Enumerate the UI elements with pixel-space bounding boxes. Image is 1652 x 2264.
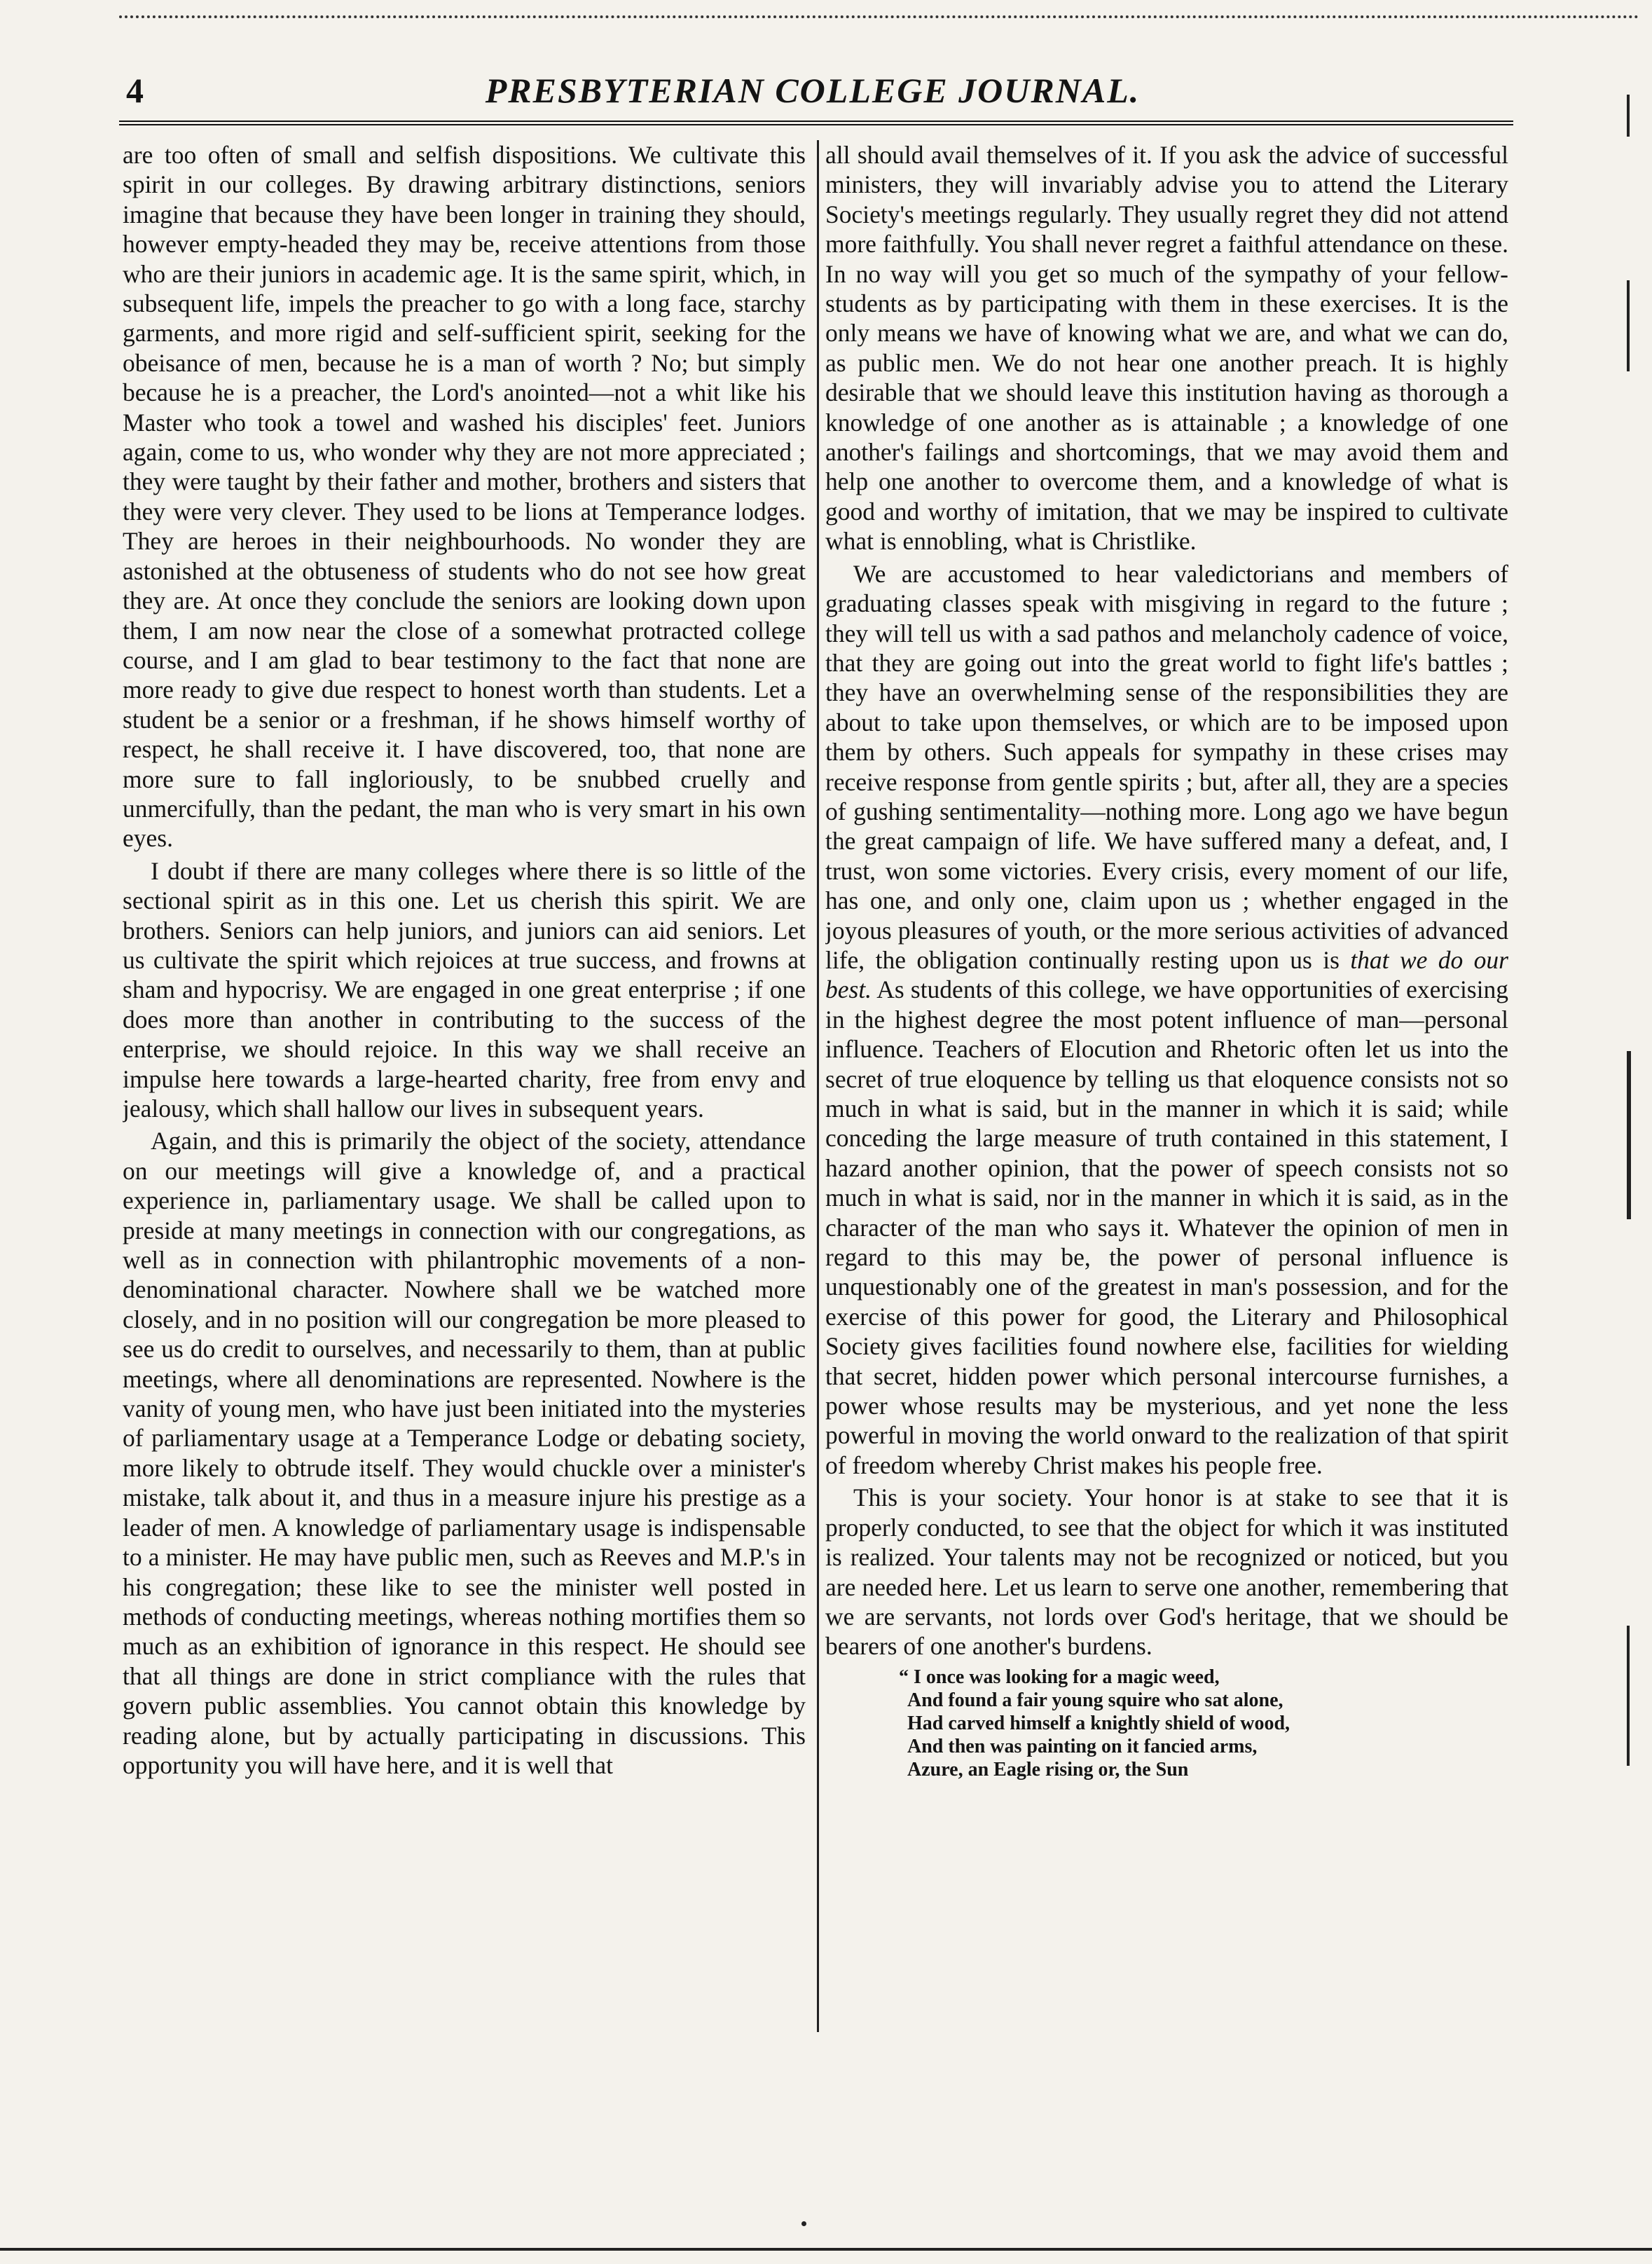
scan-edge-mark <box>1627 1626 1630 1766</box>
header-rule <box>119 121 1513 125</box>
poem-line: And then was painting on it fancied arms, <box>907 1735 1258 1757</box>
page-dot <box>801 2221 806 2226</box>
page-number: 4 <box>126 71 144 110</box>
journal-title: PRESBYTERIAN COLLEGE JOURNAL. <box>485 71 1141 110</box>
page-top-rule <box>119 15 1639 18</box>
poem-line: Azure, an Eagle rising or, the Sun <box>907 1758 1189 1781</box>
left-column <box>123 140 806 2053</box>
right-paragraph-3: This is your society. Your honor is at stake to see that it is properly conducted, to see that the object for which it was instituted is realized. Your talents may not be recognized or noticed, but you are needed here. Let us learn to serve one another, remembering that we are servants, not lords over God's heritage, that we should be bearers of one another's burdens. <box>825 1483 1508 1661</box>
scan-edge-mark <box>1627 1051 1631 1219</box>
poem-line: Had carved himself a knightly shield of wood, <box>907 1712 1290 1734</box>
poem-line: “ I once was looking for a magic weed, <box>899 1666 1220 1688</box>
left-paragraph-1: are too often of small and selfish dispositions. We cultivate this spirit in our colleges. By drawing arbitrary distinctions, seniors imagine that because they have been longer in training they should, however empty-headed they may be, receive attentions from those who are their juniors in academic age. It is the same spirit, which, in subsequent life, impels the preacher to go with a long face, starchy garments, and more rigid and self-sufficient spirit, seeking for the obeisance of men, because he is a man of worth ? No; but simply because he is a preacher, the Lord's anointed—not a whit like his Master who took a towel and washed his disciples' feet. Juniors again, come to us, who wonder why they are not more appreciated ; they were taught by their father and mother, brothers and sisters that they were very clever. They used to be lions at Temperance lodges. They are heroes in their neighbourhoods. No wonder they are astonished at the obtuseness of students who do not see how great they are. At once they conclude the seniors are looking down upon them, I am now near the close of a somewhat protracted college course, and I am glad to bear testimony to the fact that none are more ready to give due respect to honest worth than students. Let a student be a senior or a freshman, if he shows himself worthy of respect, he shall receive it. I have discovered, too, that none are more sure to fall ingloriously, to be snubbed cruelly and unmercifully, than the pedant, the man who is very smart in his own eyes. <box>123 141 806 853</box>
page-header <box>126 70 1499 119</box>
left-paragraph-2: I doubt if there are many colleges where there is so little of the sectional spirit as in this one. Let us cherish this spirit. We are brothers. Seniors can help juniors, and juniors can aid seniors. Let us cultivate the spirit which rejoices at true success, and frowns at sham and hypocrisy. We are engaged in one great enterprise ; if one does more than another in contributing to the success of the enterprise, we should rejoice. In this way we shall receive an impulse here towards a large-hearted charity, free from envy and jealousy, which shall hallow our lives in subsequent years. <box>123 856 806 1123</box>
scan-edge-mark <box>1627 280 1630 371</box>
scan-edge-mark <box>1627 95 1630 137</box>
right-paragraph-2-text-a: We are accustomed to hear valedictorians and members of graduating classes speak with misgiving in regard to the future ; they will tell us with a sad pathos and melancholy cadence of voice, that they are going out into the great world to fight life's battles ; they have an overwhelming sense of the responsibilities they are about to take upon themselves, or which are to be imposed upon them by others. Such appeals for sympathy in these crises may receive response from gentle spirits ; but, after all, they are a species of gushing sentimentality—nothing more. Long ago we have begun the great campaign of life. We have suffered many a defeat, and, I trust, won some victories. Every crisis, every moment of our life, has one, and only one, claim upon us ; whether engaged in the joyous pleasures of youth, or the more serious activities of advanced life, the obligation continually resting upon us is <box>825 559 1508 974</box>
poem-quote <box>899 1666 1508 1781</box>
column-divider <box>817 140 819 2032</box>
right-paragraph-2 <box>825 559 1508 1481</box>
right-column <box>825 140 1508 2053</box>
page-bottom-rule <box>0 2248 1652 2251</box>
poem-line: And found a fair young squire who sat alone, <box>907 1689 1283 1711</box>
right-paragraph-1: all should avail themselves of it. If you ask the advice of successful ministers, they will invariably advise you to attend the Literary Society's meetings regularly. They usually regret they did not attend more faithfully. You shall never regret a faithful attendance on these. In no way will you get so much of the sympathy of your fellow-students as by participating with them in these exercises. It is the only means we have of knowing what we are, and what we can do, as public men. We do not hear one another preach. It is highly desirable that we should leave this institution having as thorough a knowledge of one another as is attainable ; a knowledge of one another's failings and shortcomings, that we may avoid them and help one another to overcome them, and a knowledge of what is good and worthy of imitation, that we may be inspired to cultivate what is ennobling, what is Christlike. <box>825 141 1508 556</box>
right-paragraph-2-text-b: As students of this college, we have opportunities of exercising in the highest degree the most potent influence of man—personal influence. Teachers of Elocution and Rhetoric often let us into the secret of true eloquence by telling us that eloquence consists not so much in what is said, but in the manner in which it is said; while conceding the large measure of truth contained in this statement, I hazard another opinion, that the power of speech consists not so much in what is said, nor in the manner in which it is said, as in the character of the man who says it. Whatever the opinion of men in regard to this may be, the power of personal influence is unquestionably one of the greatest in man's possession, and for the exercise of this power for good, the Literary and Philosophical Society gives facilities found nowhere else, facilities for wielding that secret, hidden power which personal intercourse furnishes, a power whose results may be mysterious, and yet none the less powerful in moving the world onward to the realization of that spirit of freedom whereby Christ makes his people free. <box>825 975 1508 1479</box>
emphasis-phrase: that we do our best. <box>825 945 1508 1004</box>
left-paragraph-3: Again, and this is primarily the object of the society, attendance on our meetings will give a knowledge of, and a practical experience in, parliamentary usage. We shall be called upon to preside at many meetings in connection with our congregations, as well as in connection with philantrophic movements of a non-denominational character. Nowhere shall we be watched more closely, and in no position will our congregation be more pleased to see us do credit to ourselves, and necessarily to them, than at public meetings, where all denominations are represented. Nowhere is the vanity of young men, who have just been initiated into the mysteries of parliamentary usage at a Temperance Lodge or debating society, more likely to obtrude itself. They would chuckle over a minister's mistake, talk about it, and thus in a measure injure his prestige as a leader of men. A knowledge of parliamentary usage is indispensable to a minister. He may have public men, such as Reeves and M.P.'s in his congregation; these like to see the minister well posted in methods of conducting meetings, whereas nothing mortifies them so much as an exhibition of ignorance in this respect. He should see that all things are done in strict compliance with the rules that govern public assemblies. You cannot obtain this knowledge by reading alone, but by actually participating in discussions. This opportunity you will have here, and it is well that <box>123 1127 806 1779</box>
